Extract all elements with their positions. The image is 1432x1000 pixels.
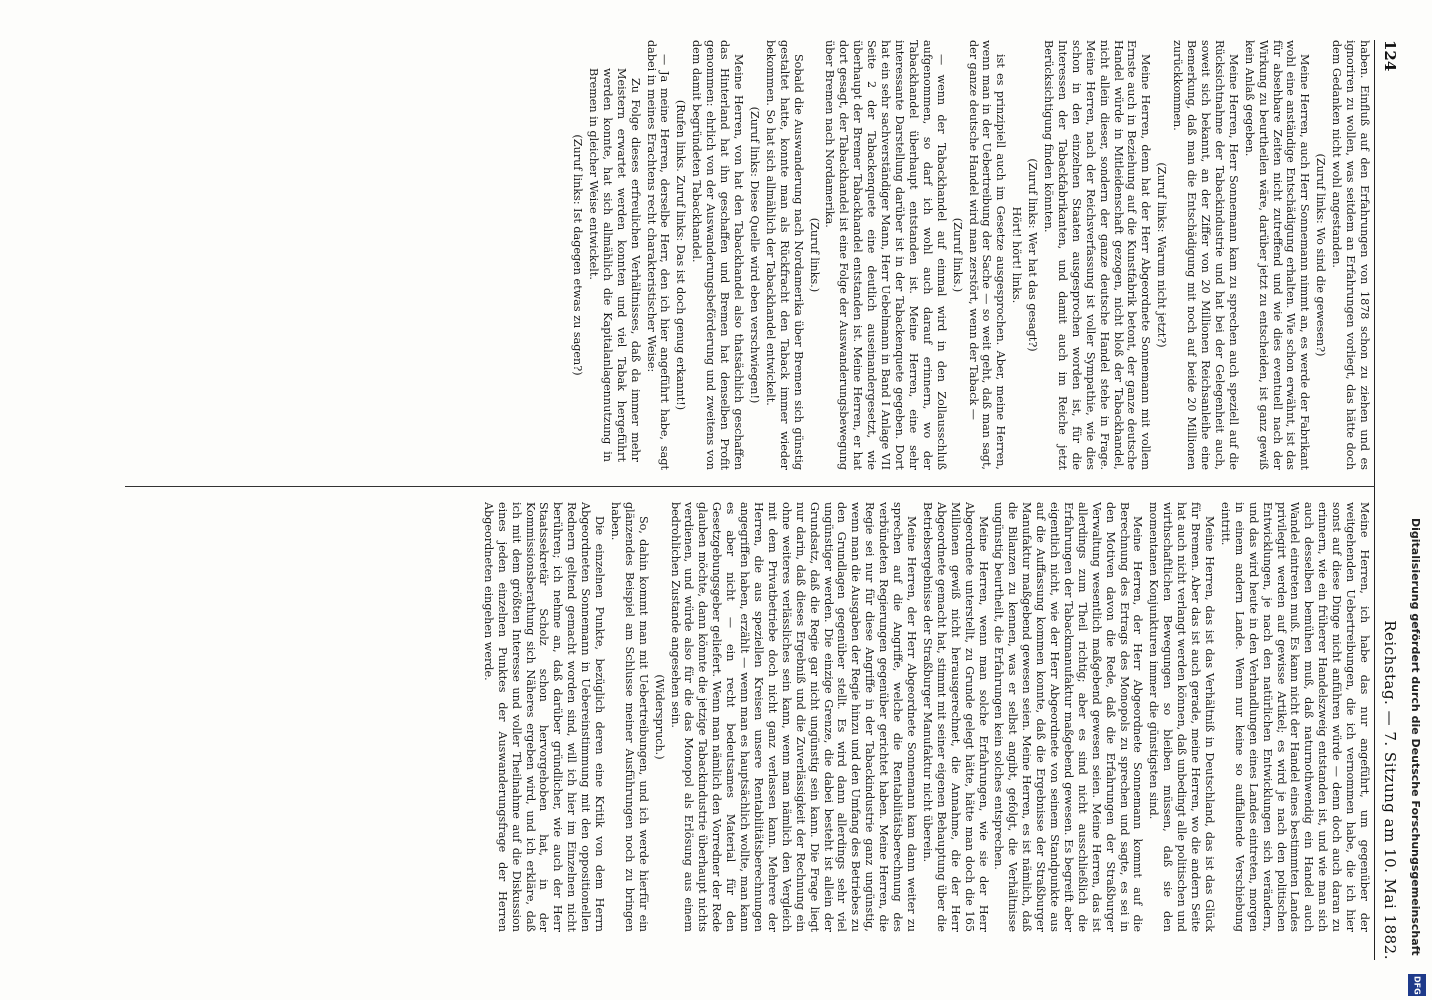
- left-column-paragraph: Meine Herren, denn hat der Herr Abgeordnete Sonnemann mit vollem Ernste auch in Beziehung auf die Kunstfabrik betont, der ganze deutsche Handel würde in Mitleidenschaft gezogen, nicht bloß der Tabackhandel, nicht allein dieser, sondern der ganze deutsche Handel stehe in Frage. Meine Herren, nach der Reichsverfassung ist voller Sympathie, wie dies schon in den einzelnen Staaten ausgesprochen worden ist, für die Interessen der Tabackfabrikanten, und damit auch im Reiche jetzt Berücksichtigung finden könnten.: [1042, 40, 1153, 470]
- left-column-paragraph: Hört! hört! links.: [1010, 206, 1024, 304]
- right-column-paragraph: So, dahin kommt man mit Uebertreibungen, und ich werde hierfür ein glänzendes Beispiel am Schlusse meiner Ausführungen noch zu bringen haben.: [608, 502, 650, 932]
- left-column-paragraph: (Zuruf links.): [950, 217, 964, 293]
- left-column-paragraph: Meine Herren, auch Herr Sonnemann nimmt an, es werde der Fabrikant wohl eine anständige Entschädigung erhalten. Wie schon erwähnt, ist das für absehbare Zeiten nicht zutreffend und wie dies eventuell nach der Wirkung zu beurtheilen wäre, darüber jetzt zu entscheiden, ist ganz gewiß kein Anlaß gegeben.: [1242, 40, 1312, 470]
- right-column-paragraph: Meine Herren, der Herr Abgeordnete Sonnemann kam dann weiter zu sprechen auf die Angriffe, welche die Rentabilitätsberechnung des verbündeten Regierungen gegenüber gerichtet haben. Meine Herren, die Regie sei nur für diese Angriffe in der Tabackindustrie ganz ungünstig, wenn man die Ausgaben der Regie hinzu und den Umfang des Betriebes zu den Grundlagen gegenüber stellt. Es wird dann allerdings sehr viel ungünstiger werden. Die einzige Grenze, die dabei besteht ist allein der Grundsatz, daß die Regie gar nicht ungünstig sein kann. Die Frage liegt nur darin, daß dieses Ergebniß und die Zuverlässigkeit der Rechnung ein ohne weiteres verlässliches sein kann, wenn man nämlich den Vergleich mit dem Privatbetriebe doch nicht ganz verlassen kann. Mehrere der Herren, die aus speziellen Kreisen unsere Rentabilitätsberechnungen angegriffen haben, erzählt — wenn man es hauptsächlich wollte, man kann es aber nicht — ein recht bedeutsames Material für den Gesetzgebungsgeber geliefert. Wenn man nämlich den Vorredner der Rede glauben möchte, dann könnte die jetzige Tabackindustrie überhaupt nichts verdienen, und würde also für die das Monopol als Erlösung aus einem bedrohlichen Zustande angesehen sein.: [668, 502, 918, 932]
- right-column-paragraph: Meine Herren, das ist das Verhältniß in Deutschland, das ist das Glück für Bremen. Aber das ist auch gerade, meine Herren, wo die andern Seite hat auch nicht verlangt werden können, daß unbedingt alle politischen und wirthschaftlichen Bewegungen so bleiben müssen, daß sie den momentanen Konjunkturen immer die günstigsten sind.: [1147, 502, 1217, 932]
- left-column-paragraph: (Zuruf links: Wer hat das gesagt?): [1026, 158, 1040, 352]
- left-column-paragraph: Sobald die Auswanderung nach Nordamerika über Bremen sich günstig gestaltet hatte, konnte man als Rückfracht den Taback immer wieder bekommen. So hat sich allmählich der Tabackhandel entwickelt.: [763, 40, 805, 470]
- left-column-paragraph: (Zuruf links.): [807, 217, 821, 293]
- page-header: [1374, 40, 1405, 960]
- left-column-paragraph: (Zuruf links: Warum nicht jetzt?): [1155, 162, 1169, 348]
- rotated-page-content: [115, 40, 1405, 960]
- left-column-paragraph: (Zuruf links: Ist dagegen etwas zu sagen?): [571, 134, 585, 376]
- left-column-paragraph: — wenn der Tabackhandel auf einmal wird in den Zollausschluß aufgenommen, so darf ich wohl auch darauf erinnern, wo der Tabackhandel überhaupt entstanden ist. Meine Herren, eine sehr interessante Darstellung darüber ist in der Tabackenquete gegeben. Dort hat ein sehr sachverständiger Mann, Herr Uebelmann in Band I Anlage VII Seite 2 der Tabackenquete eine deutlich auseinandergesetzt, wie überhaupt der Bremer Tabackhandel entstanden ist. Meine Herren, er hat dort gesagt, der Tabackhandel ist eine Folge der Auswanderungsbewegung über Bremen nach Nordamerika.: [823, 40, 948, 470]
- left-column-paragraph: Meine Herren, Herr Sonnemann kam zu sprechen auch speziell auf die Rücksichtnahme der Tabackindustrie und hat bei der Gelegenheit auch, soweit sich bekannt, an der Ziffer von 20 Millionen Reichsanleihe eine Bemerkung, daß man die Entschädigung mit noch auf beide 20 Millionen zurückkommen.: [1171, 40, 1240, 470]
- left-column-paragraph: (Zuruf links: Diese Quelle wird eben verschwiegen!): [747, 106, 761, 404]
- left-column-paragraph: (Zuruf links: Wo sind die gewesen?): [1314, 153, 1328, 357]
- right-text-column: [131, 502, 1371, 932]
- page-number: 124: [1381, 40, 1399, 72]
- left-column-paragraph: Meine Herren, von hat den Tabackhandel also thatsächlich geschaffen das Hinterland hat ihn geschaffen und Bremen hat denselben Profit genommen: ehrlich von der Auswanderungsbeförderung und zweitens von dem damit begründeten Tabackhandel.: [690, 40, 746, 470]
- left-text-column: [131, 40, 1371, 470]
- right-column-paragraph: (Widerspruch.): [652, 674, 666, 760]
- dfg-logo-icon: DFG: [1408, 974, 1426, 996]
- footer-credit-text: Digitalisierung gefördert durch die Deutsche Forschungsgemeinschaft: [1409, 518, 1422, 956]
- digitization-footer: [1406, 6, 1428, 996]
- right-column-paragraph: Meine Herren, ich habe das nur angeführt, um gegenüber der weitgehenden Uebertreibungen, die ich vernommen habe, die ich hier sonst auf diese Dinge nicht anführen würde — denn doch auch daran zu erinnern, wie ein früherer Handelszweig entstanden ist, und wie man sich auch desselben bemühen muß, daß naturnothwendig ein Handel auch Wandel eintreten muß. Es kann nicht der Handel eines bestimmten Landes privilegirt werden auf gewisse Artikel; es wird je nach den politischen Entwicklungen, je nach den natürlichen Entwicklungen sich verändern, und das wird heute in den Verhandlungen eines Landes eintreten, morgen in einem andern Lande. Wenn nur keine so auffallende Verschiebung eintritt.: [1218, 502, 1371, 932]
- right-column-paragraph: Die einzelnen Punkte, bezüglich deren eine Kritik von dem Herrn Abgeordneten Sonnemann in Uebereinstimmung mit den oppositionellen Rednern geltend gemacht worden sind, will ich hier im Einzelnen nicht berühren; ich nehme an, daß darüber gründlicher, wie auch der Herr Staatssekretär Scholz schon hervorgehoben hat, in der Kommissionsberathung sich Näheres ergeben wird, und ich erkläre, daß ich mit dem größten Interesse und voller Theilnahme auf die Diskussion eines jeden einzelnen Punktes der Auswanderungsfrage der Herren Abgeordneten eingehen werde.: [481, 502, 607, 932]
- page-title: Reichstag. — 7. Sitzung am 10. Mai 1882.: [1381, 620, 1399, 960]
- right-column-paragraph: Meine Herren, wenn man solche Erfahrungen, wie sie der Herr Abgeordnete unterstellt, zu Grunde gelegt hätte, hätte man doch die 165 Millionen gewiß nicht herausgerechnet, die Annahme, die der Herr Abgeordnete gemacht hat, stimmt mit seiner eigenen Behauptung über die Betriebsergebnisse der Straßburger Manufaktur nicht überein.: [920, 502, 990, 932]
- left-column-paragraph: Zu Folge dieses erfreulichen Verhältnisses, daß da immer mehr Meistern erwartet werden konnten und viel Tabak hergeführt werden konnte, hat sich allmählich die Kapitalanlagennutzung in Bremen in gleicher Weise entwickelt.: [586, 68, 642, 462]
- left-column-paragraph: ist es prinzipiell auch im Gesetze ausgesprochen. Aber, meine Herren, wenn man in der Uebertreibung der Sache — so weit geht, daß man sagt, der ganze deutsche Handel wird man zerstört, wenn der Taback —: [966, 40, 1008, 470]
- left-column-paragraph: haben. Einfluß auf den Erfahrungen von 1878 schon zu ziehen und es ignoriren zu wollen, was seitdem an Erfahrungen vorliegt, das hätte doch dem Gedanken nicht wohl angestanden.: [1330, 40, 1371, 470]
- left-column-paragraph: (Rufen links. Zuruf links: Das ist doch genug erkannt!): [674, 99, 688, 411]
- right-column-paragraph: Meine Herren, der Herr Abgeordnete Sonnemann kommt auf die Berechnung des Ertrags des Monopols zu sprechen und sagte, es sei in den Motiven davon die Rede, daß die Erfahrungen der Straßburger Verwaltung wesentlich maßgebend gewesen seien. Meine Herren, das ist allerdings zum Theil richtig; aber es sind nicht ausschließlich die Erfahrungen der Tabackmanufaktur maßgebend gewesen. Es begreift aber eigentlich nicht, wie der Herr Abgeordnete von seinem Standpunkte aus auf die Auffassung kommen konnte, daß die Ergebnisse der Straßburger Manufaktur maßgebend gewesen seien. Meine Herren, es ist nämlich, daß die Bilanzen zu kennen, was er selbst angibt, gefolgt, die Verhältnisse ungünstig beurtheilt, die Erfahrungen kein solches entsprechen.: [992, 502, 1145, 932]
- left-column-paragraph: — Ja meine Herren, derselbe Herr, den ich hier angeführt habe, sagt dabei in meines Erachtens recht charakteristischer Weise:: [644, 40, 672, 470]
- column-divider: [125, 486, 1375, 487]
